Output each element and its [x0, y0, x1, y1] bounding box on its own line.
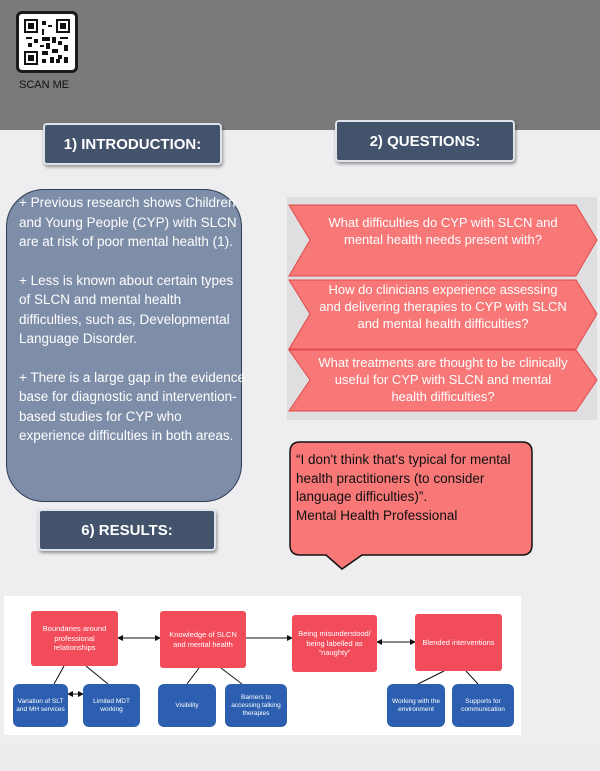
introduction-heading: 1) INTRODUCTION:: [43, 123, 222, 165]
quote-body: “I don't think that's typical for mental health practitioners (to consider language difficulties)”.: [296, 452, 511, 504]
question-3: What treatments are thought to be clinically useful for CYP with SLCN and mental health difficulties?: [318, 355, 568, 404]
footer-strip: [0, 742, 600, 771]
quote-text: [296, 451, 530, 525]
intro-paragraph: + There is a large gap in the evidence base for diagnostic and intervention-based studies for CYP who experience difficulties in both areas.: [19, 369, 246, 443]
theme-blended: Blended interventions: [415, 614, 502, 671]
intro-paragraph: + Less is known about certain types of SLCN and mental health difficulties, such as, Developmental Language Disorder.: [19, 272, 234, 346]
results-diagram: [4, 596, 521, 735]
subtheme-visibility: Visibility: [158, 684, 216, 727]
subtheme-environment: Working with the environment: [387, 684, 445, 727]
theme-boundaries: Boundaries around professional relationships: [31, 611, 118, 666]
scan-me-label: SCAN ME: [19, 79, 70, 91]
theme-knowledge: Knowledge of SLCN and mental health: [160, 611, 246, 668]
question-1: What difficulties do CYP with SLCN and mental health needs present with?: [328, 215, 558, 247]
theme-misunderstood: Being misunderstood/ being labelled as “naughty”: [292, 615, 377, 672]
question-2: How do clinicians experience assessing and delivering therapies to CYP with SLCN and mental health difficulties?: [319, 282, 567, 331]
subtheme-communication: Supports for communication: [452, 684, 514, 727]
subtheme-mdt: Limited MDT working: [83, 684, 140, 727]
subtheme-barriers: Barriers to accessing talking therapies: [225, 684, 287, 727]
quote-attribution: Mental Health Professional: [296, 507, 458, 523]
results-heading: 6) RESULTS:: [38, 509, 216, 551]
subtheme-variation: Variation of SLT and MH services: [13, 684, 68, 727]
intro-paragraph: + Previous research shows Children and Young People (CYP) with SLCN are at risk of poor mental health (1).: [19, 195, 237, 249]
questions-heading: 2) QUESTIONS:: [335, 120, 515, 162]
